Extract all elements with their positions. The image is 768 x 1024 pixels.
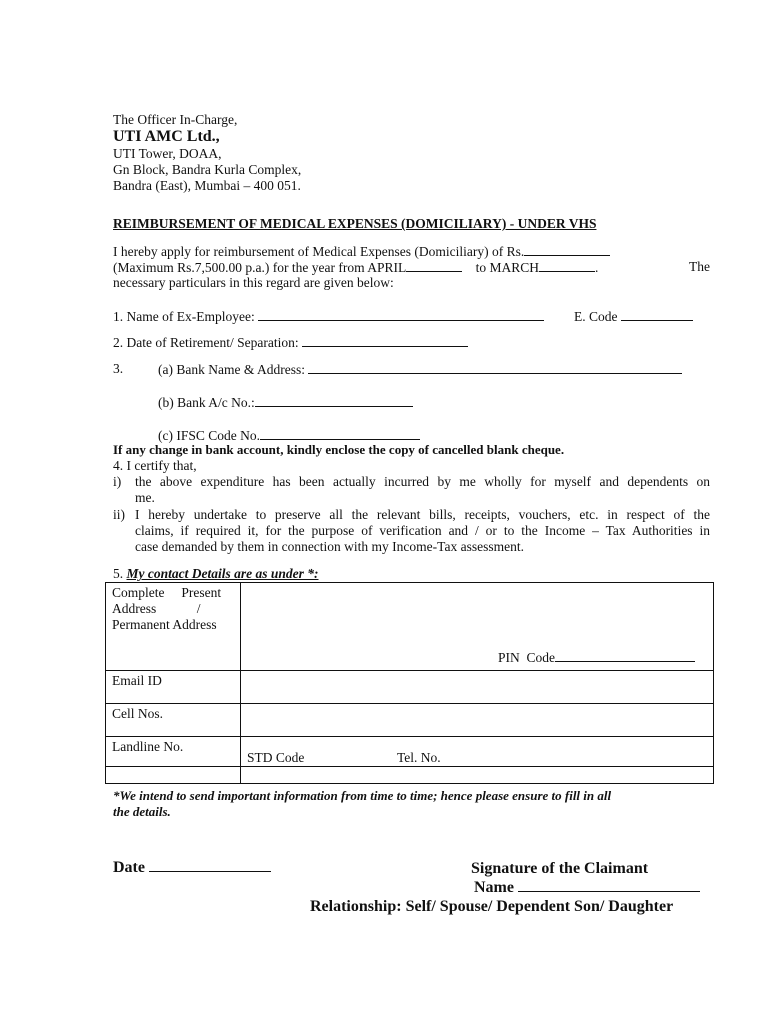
address-company: UTI AMC Ltd., [113,128,220,145]
ifsc-label: (c) IFSC Code No. [158,428,260,443]
signature-name-label: Name [474,879,514,896]
bank-ac-row [158,394,413,411]
ecode-input[interactable] [621,308,693,321]
address-row [106,583,714,671]
name-label: 1. Name of Ex-Employee: [113,309,255,324]
footnote-line-2: the details. [113,804,171,819]
intro-text-amount: I hereby apply for reimbursement of Medical Expenses (Domiciliary) of Rs. [113,244,525,259]
ifsc-input[interactable] [260,427,420,440]
certify-ii-line-2: claims, if required it, for the purpose of verification and / or to the Income – Tax Authorities in [135,523,710,538]
footnote-line-1: *We intend to send important information from time to time; hence please ensure to fill in all [113,788,612,803]
contact-heading-number: 5. [113,566,124,581]
intro-line-1 [113,243,610,260]
cell-row [106,704,714,737]
certify-ii-number: ii) [113,507,125,522]
intro-text-april: (Maximum Rs.7,500.00 p.a.) for the year from APRIL [113,260,407,275]
relationship-line: Relationship: Self/ Spouse/ Dependent Son/ Daughter [310,898,674,915]
address-label-block [106,583,240,635]
address-label-line-1: Complete Present [112,585,222,600]
email-input-cell[interactable] [241,671,714,704]
intro-text-march: to MARCH [475,260,539,275]
contact-heading [113,566,319,582]
certify-i-line-2: me. [135,490,155,505]
landline-label-cell [106,737,241,767]
name-signature-field [474,877,700,897]
pin-code-input[interactable] [555,649,695,662]
std-code-label: STD Code [247,750,305,765]
intro-period: . [594,260,599,275]
date-input[interactable] [149,857,271,872]
date-label: Date [113,859,145,876]
bank-name-input[interactable] [308,361,682,374]
address-line-city: Bandra (East), Mumbai – 400 051. [113,178,301,193]
bank-ac-label: (b) Bank A/c No.: [158,395,255,410]
certify-ii-line-3: case demanded by them in connection with my Income-Tax assessment. [135,539,524,554]
ecode-label: E. Code [574,309,618,324]
name-field-row [113,308,544,325]
std-code-field [247,750,304,766]
cell-label-cell [106,704,241,737]
address-line-officer: The Officer In-Charge, [113,112,238,127]
pin-code-label: PIN Code [498,650,555,665]
intro-line-3: necessary particulars in this regard are given below: [113,275,394,290]
ecode-field-row [574,308,693,325]
landline-label: Landline No. [112,739,184,754]
email-label-cell [106,671,241,704]
march-year-blank[interactable] [539,259,595,272]
bank-change-note: If any change in bank account, kindly enclose the copy of cancelled blank cheque. [113,442,565,457]
address-input-cell[interactable] [241,583,714,671]
intro-text-the: The [689,259,710,274]
certify-ii-line-1: I hereby undertake to preserve all the relevant bills, receipts, vouchers, etc. in respect of the [135,507,710,522]
address-label-line-3: Permanent Address [112,617,217,632]
retirement-field-row [113,334,468,351]
email-row [106,671,714,704]
claimant-signature-label: Signature of the Claimant [471,860,649,877]
contact-details-table [105,582,714,784]
form-title: REIMBURSEMENT OF MEDICAL EXPENSES (DOMICILIARY) - UNDER VHS [113,216,597,231]
item-3-number: 3. [113,361,124,376]
cell-label: Cell Nos. [112,706,164,721]
address-line-tower: UTI Tower, DOAA, [113,146,222,161]
landline-input-cell[interactable] [241,737,714,767]
empty-label-cell [106,767,241,784]
signature-name-input[interactable] [518,877,700,892]
certify-i-number: i) [113,474,122,489]
retirement-date-input[interactable] [302,334,468,347]
name-input[interactable] [258,308,544,321]
cell-input-cell[interactable] [241,704,714,737]
landline-row [106,737,714,767]
bank-name-row [158,361,682,378]
address-label-line-2: Address / [112,601,201,616]
certify-heading: 4. I certify that, [113,458,197,473]
april-year-blank[interactable] [406,259,462,272]
retirement-label: 2. Date of Retirement/ Separation: [113,335,299,350]
address-label-cell [106,583,241,671]
intro-line-2 [113,259,710,276]
certify-i-line-1: the above expenditure has been actually incurred by me wholly for myself and dependents on [135,474,710,489]
pin-code-field [498,649,695,666]
email-label: Email ID [112,673,162,688]
bank-ac-input[interactable] [255,394,413,407]
empty-input-cell[interactable] [241,767,714,784]
bank-name-label: (a) Bank Name & Address: [158,362,305,377]
empty-row [106,767,714,784]
contact-heading-text: My contact Details are as under *: [126,566,319,581]
date-field [113,857,271,877]
tel-no-label: Tel. No. [397,750,441,765]
address-line-block: Gn Block, Bandra Kurla Complex, [113,162,302,177]
tel-no-field [397,750,441,766]
amount-blank[interactable] [524,243,610,256]
